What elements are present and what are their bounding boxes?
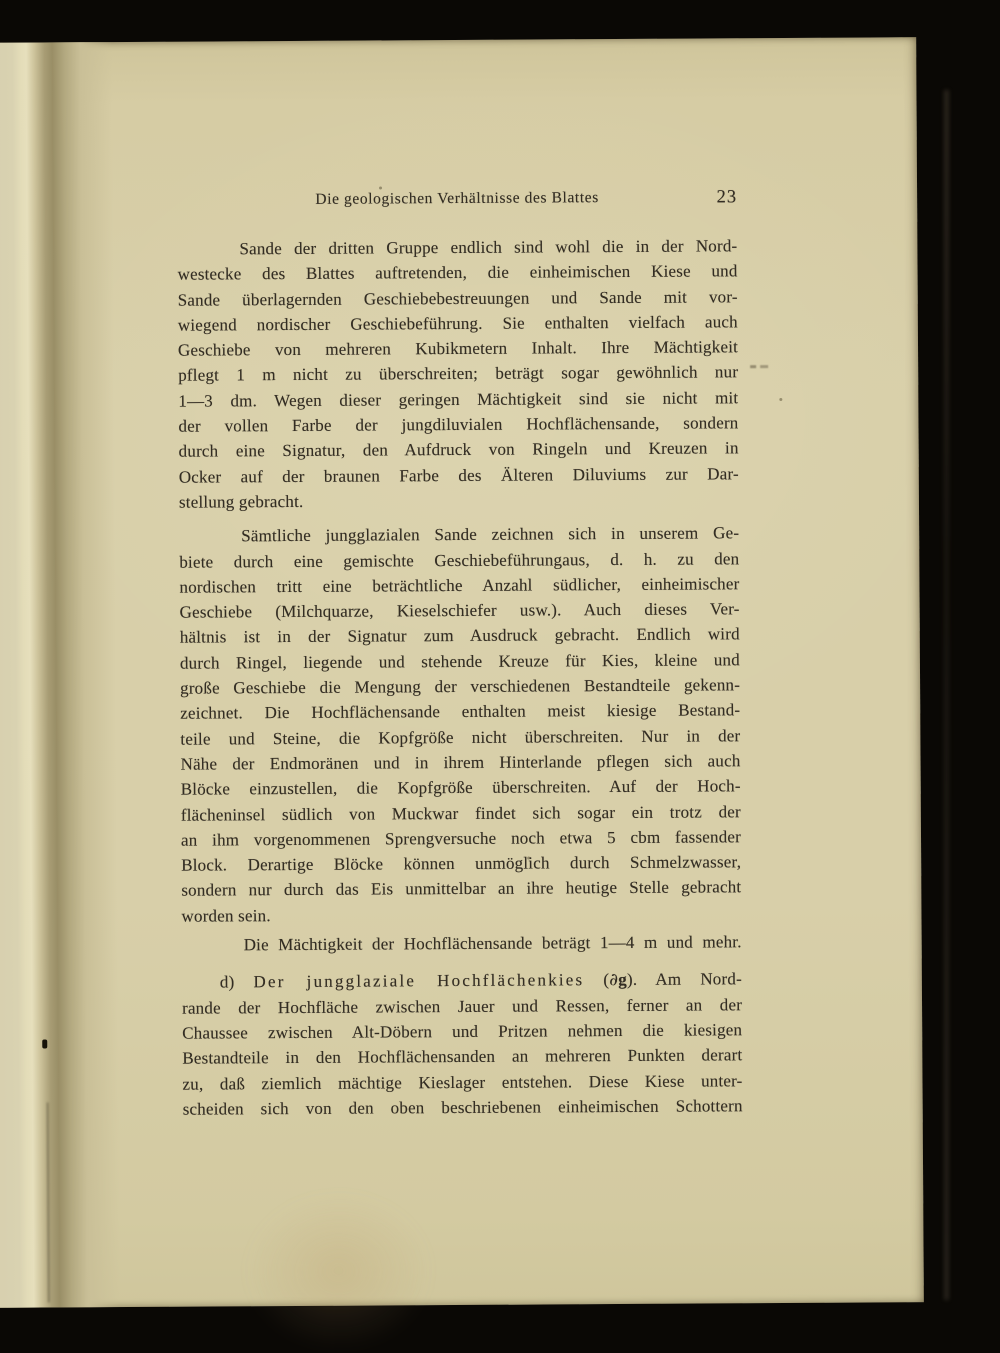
text-line: nordischen tritt eine beträchtliche Anzahl südlicher, einheimischer <box>179 574 740 597</box>
text-line: sondern nur durch das Eis unmittelbar an ihre heutige Stelle gebracht <box>181 877 742 901</box>
text-line: scheiden sich von den oben beschriebenen einheimischen Schottern <box>182 1096 743 1119</box>
text-line: zeichnet. Die Hochflächensande enthalten meist kiesige Bestand- <box>180 700 741 724</box>
page-number: 23 <box>716 187 738 208</box>
ink-speck <box>42 1039 47 1048</box>
paragraph-2 <box>179 521 741 929</box>
section-heading-spaced: Der jungglaziale Hochflächenkies <box>253 970 585 992</box>
text-line: Sämtliche jungglazialen Sande zeichnen sich in unserem Ge- <box>241 523 740 546</box>
book-page <box>0 37 924 1308</box>
book-cover-edge-highlight <box>944 90 949 1300</box>
text-line: durch eine Signatur, den Aufdruck von Ringeln und Kreuzen in <box>178 438 739 462</box>
text-line: hältnis ist in der Signatur zum Ausdruck gebracht. Endlich wird <box>179 624 740 648</box>
text-line: worden sein. <box>181 905 271 926</box>
text-line: westecke des Blattes auftretenden, die einheimischen Kiese und <box>177 261 738 284</box>
text-line: flächeninsel südlich von Muckwar findet sich sogar ein trotz der <box>180 801 741 825</box>
text-line: große Geschiebe die Mengung der verschiedenen Bestandteile gekenn- <box>180 675 741 698</box>
text-column <box>177 184 743 1121</box>
text-line: Die Mächtigkeit der Hochflächensande beträgt 1—4 m und mehr. <box>243 932 742 955</box>
text-line: Blöcke einzustellen, die Kopfgröße überschreiten. Auf der Hoch- <box>180 776 741 799</box>
text-line: Chaussee zwischen Alt-Döbern und Pritzen nehmen die kiesigen <box>182 1020 743 1043</box>
section-letter: d) <box>219 972 254 992</box>
running-header <box>177 184 737 213</box>
pencil-mark <box>750 365 768 368</box>
text-line: Geschiebe von mehreren Kubikmetern Inhalt. Ihre Mächtigkeit <box>177 337 739 360</box>
text-line: wiegend nordischer Geschiebeführung. Sie enthalten vielfach auch <box>177 312 738 335</box>
text-line: an ihm vorgenommenen Sprengversuche noch etwa 5 cbm fassender <box>180 827 742 850</box>
section-heading-line <box>182 967 742 996</box>
text-line: teile und Steine, die Kopfgröße nicht überschreiten. Nur in der <box>180 725 741 749</box>
paper-stain <box>243 1190 434 1351</box>
paragraph-3 <box>182 929 742 958</box>
text-line: Nähe der Endmoränen und in ihrem Hinterlande pflegen sich auch <box>180 751 741 774</box>
text-line: zu, daß ziemlich mächtige Kieslager entstehen. Diese Kiese unter- <box>182 1070 743 1094</box>
text-line: rande der Hochfläche zwischen Jauer und Ressen, ferner an der <box>181 994 743 1018</box>
gutter-shadow <box>0 42 124 1308</box>
text-line: Bestandteile in den Hochflächensanden an mehreren Punkten derart <box>182 1045 743 1068</box>
paragraph-4 <box>182 967 743 1122</box>
partial-symbol: ∂ <box>609 970 619 991</box>
symbol-paren: ( <box>584 970 610 990</box>
text-line: pflegt 1 m nicht zu überschreiten; beträgt sogar gewöhnlich nur <box>178 362 739 386</box>
running-header-title: Die geologischen Verhältnisse des Blattes <box>315 189 599 208</box>
text-line: durch Ringel, liegende und stehende Kreuze für Kies, kleine und <box>179 650 740 673</box>
text-line: Sande der dritten Gruppe endlich sind wohl die in der Nord- <box>239 236 738 259</box>
map-symbol-g: g <box>618 970 628 990</box>
paper-speck <box>779 398 782 401</box>
text-line: der vollen Farbe der jungdiluvialen Hochflächensande, sondern <box>178 413 739 436</box>
text-line: stellung gebracht. <box>178 491 304 512</box>
paragraph-1 <box>177 233 739 515</box>
text-line: 1—3 dm. Wegen dieser geringen Mächtigkeit sind sie nicht mit <box>178 388 739 411</box>
text-line: Geschiebe (Milchquarze, Kieselschiefer usw.). Auch dieses Ver- <box>179 599 740 622</box>
text-line: Block. Derartige Blöcke können unmöglich durch Schmelzwasser, <box>181 852 742 875</box>
text-line: Ocker auf der braunen Farbe des Älteren Diluviums zur Dar- <box>178 463 739 487</box>
heading-tail: ). Am Nord- <box>626 969 742 990</box>
text-line: Sande überlagernden Geschiebebestreuungen und Sande mit vor- <box>177 286 738 310</box>
text-line: biete durch eine gemischte Geschiebeführungaus, d. h. zu den <box>179 548 740 572</box>
